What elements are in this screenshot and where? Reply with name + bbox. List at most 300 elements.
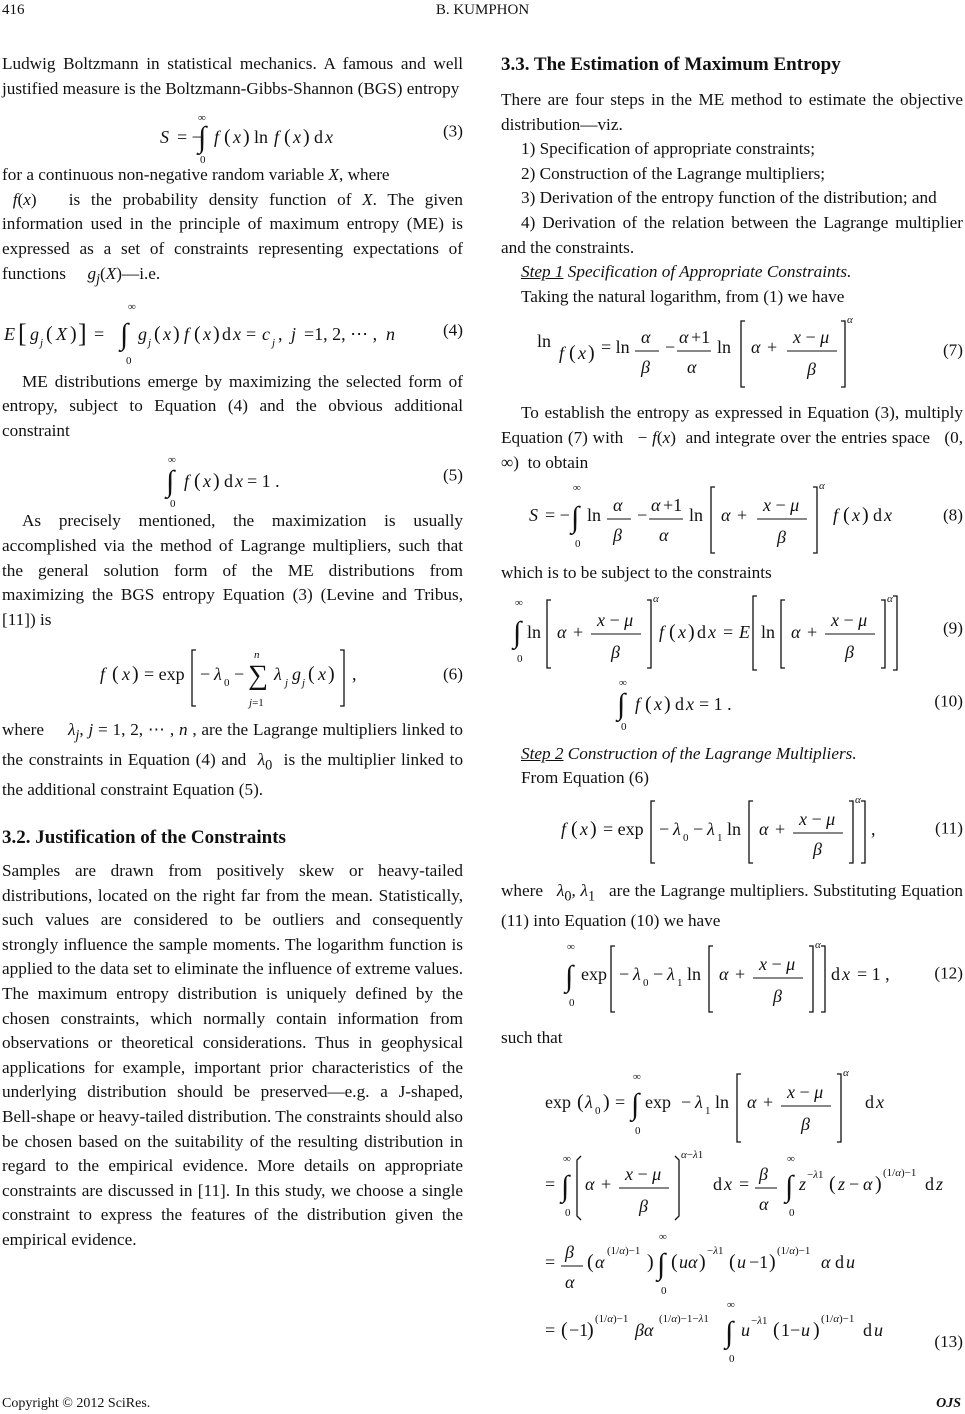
step-1-heading — [501, 260, 963, 285]
svg-text:j: j — [272, 336, 276, 349]
paragraph: where $\lambda_j$, j = 1, 2, ⋯ , n , are the Lagrange multipliers linked to the constraints in Equation (4) and $\lambda_0$ is the multiplier linked to the additional constraint Equation (5). — [2, 720, 464, 800]
svg-text:x: x — [708, 621, 716, 642]
svg-text:=: = — [545, 1320, 556, 1341]
svg-text:β: β — [813, 838, 822, 859]
equation-4 — [2, 292, 463, 370]
svg-text:−: − — [665, 337, 676, 358]
list-item: 1) Specification of appropriate constraints; — [521, 139, 816, 159]
svg-text:exp: exp — [545, 1092, 571, 1113]
svg-text:x − μ: x − μ — [625, 1164, 662, 1185]
svg-text:): ) — [587, 1319, 594, 1342]
math-gj: $g_j$ — [87, 263, 101, 287]
svg-text:x: x — [852, 505, 860, 526]
svg-text:0: 0 — [517, 652, 523, 665]
svg-text:0: 0 — [683, 831, 689, 844]
svg-text:α: α — [679, 327, 689, 348]
svg-text:λ: λ — [667, 963, 675, 984]
svg-text:+: + — [807, 621, 818, 642]
svg-text:= 1 .: = 1 . — [699, 693, 732, 714]
svg-text:(: ( — [577, 1091, 584, 1114]
equation-number: (5) — [442, 466, 463, 486]
svg-text:d: d — [222, 323, 231, 344]
svg-text:(: ( — [669, 620, 676, 643]
svg-text:λ: λ — [695, 1092, 703, 1113]
svg-text:β: β — [613, 525, 622, 546]
svg-text:∞: ∞ — [633, 1071, 641, 1084]
svg-text:α: α — [641, 327, 651, 348]
var-X: X — [328, 165, 339, 185]
svg-text:): ) — [603, 1091, 610, 1114]
svg-text:β: β — [807, 359, 816, 380]
svg-text:ln: ln — [717, 337, 732, 358]
svg-text:(: ( — [587, 1251, 594, 1274]
equation-number: (6) — [442, 665, 463, 685]
svg-text:ln: ln — [727, 818, 742, 839]
svg-text:x: x — [842, 963, 850, 984]
svg-text:f: f — [184, 471, 190, 492]
svg-text:d: d — [873, 505, 882, 526]
svg-text:1: 1 — [705, 1105, 711, 1118]
text-run: —i.e. — [122, 263, 161, 283]
svg-text:∫: ∫ — [513, 615, 522, 649]
math-lambda-j: $\lambda_j$ — [67, 720, 80, 744]
svg-text:β: β — [641, 357, 650, 378]
svg-text:d: d — [314, 127, 323, 148]
svg-text:x: x — [122, 664, 130, 685]
svg-text:−: − — [693, 818, 704, 839]
svg-text:x: x — [233, 323, 241, 344]
equation-8 — [501, 475, 963, 557]
svg-text:x − μ: x − μ — [787, 1082, 824, 1103]
math-minus-fx: − f(x) — [637, 427, 676, 447]
svg-text:(: ( — [112, 663, 119, 686]
svg-text:d: d — [697, 621, 706, 642]
svg-text:β: β — [801, 1114, 810, 1135]
svg-text:x: x — [203, 323, 211, 344]
svg-text:]: ] — [78, 318, 87, 348]
svg-text:λ: λ — [585, 1092, 593, 1113]
paragraph: where $\lambda_0$, $\lambda_1$ are the Lagrange multipliers. Substituting Equation (11) into Equation (10) we have — [501, 880, 964, 930]
svg-text:λ: λ — [707, 818, 715, 839]
svg-text:): ) — [328, 663, 335, 686]
svg-text:β: β — [777, 527, 786, 548]
svg-text:= 1 ,: = 1 , — [857, 963, 890, 984]
svg-text:= −: = − — [177, 127, 202, 148]
svg-text:λ: λ — [673, 818, 681, 839]
equation-number: (3) — [442, 121, 463, 141]
svg-text:x − μ: x − μ — [799, 808, 836, 829]
svg-text:α: α — [721, 505, 731, 526]
svg-text:x: x — [163, 323, 171, 344]
right-column — [501, 52, 964, 1366]
text-run: is the multiplier linked to the additional constraint Equation (5). — [2, 750, 464, 800]
svg-text:−λ1: −λ1 — [707, 1245, 724, 1258]
svg-text:c: c — [262, 323, 270, 344]
svg-text:α: α — [613, 495, 623, 516]
svg-text:∫: ∫ — [561, 1170, 570, 1204]
svg-text:): ) — [862, 504, 869, 527]
svg-text:1: 1 — [677, 976, 683, 989]
equation-10-formula — [501, 672, 941, 732]
svg-text:f: f — [214, 127, 220, 148]
svg-text:=: = — [615, 1092, 626, 1113]
svg-text:(1/α)−1: (1/α)−1 — [595, 1313, 629, 1326]
svg-text:∞: ∞ — [787, 1153, 795, 1166]
svg-text:0: 0 — [729, 1353, 735, 1366]
svg-text:(: ( — [194, 322, 201, 345]
equation-10 — [501, 672, 963, 732]
svg-text:ln: ln — [715, 1092, 730, 1113]
svg-text:α: α — [751, 337, 761, 358]
svg-text:,: , — [352, 664, 357, 685]
svg-text:E: E — [4, 323, 15, 344]
svg-text:x − μ: x − μ — [763, 495, 800, 516]
svg-text:): ) — [303, 126, 310, 149]
svg-text:d: d — [831, 963, 840, 984]
svg-text:,: , — [278, 323, 283, 344]
svg-text:j=1: j=1 — [249, 697, 264, 710]
svg-text:): ) — [688, 620, 695, 643]
svg-text:λ: λ — [214, 664, 222, 685]
svg-text:(: ( — [561, 1319, 568, 1342]
text-run: for a continuous non-negative random variable — [2, 165, 329, 185]
svg-text:= ln: = ln — [601, 337, 630, 358]
svg-text:u: u — [737, 1252, 746, 1273]
svg-text:ln: ln — [587, 505, 602, 526]
math-fx: f — [2, 189, 18, 209]
svg-text:∞: ∞ — [573, 482, 581, 495]
svg-text:∞: ∞ — [198, 112, 206, 125]
svg-text:∫: ∫ — [565, 959, 574, 993]
svg-text:d: d — [713, 1174, 722, 1195]
svg-text:x: x — [235, 471, 243, 492]
svg-text:f: f — [561, 818, 567, 839]
svg-text:α: α — [791, 621, 801, 642]
svg-text:α: α — [687, 357, 697, 378]
svg-text:∞: ∞ — [168, 454, 176, 467]
list-item: 3) Derivation of the entropy function of the distribution; and — [521, 188, 937, 208]
svg-text:−: − — [234, 664, 245, 685]
svg-text:(: ( — [154, 322, 161, 345]
svg-text:f: f — [100, 664, 106, 685]
svg-text:∞: ∞ — [659, 1231, 667, 1244]
equation-7-formula — [501, 309, 941, 393]
svg-text:1−: 1− — [781, 1320, 801, 1341]
svg-text:x: x — [293, 127, 301, 148]
svg-text:λ: λ — [633, 963, 641, 984]
equation-13-formula — [501, 1050, 944, 1366]
svg-text:x − μ: x − μ — [759, 953, 796, 974]
svg-text:α: α — [557, 621, 567, 642]
svg-text:β: β — [639, 1196, 648, 1217]
svg-text:): ) — [664, 692, 671, 715]
svg-text:= −: = − — [545, 505, 570, 526]
svg-text:[: [ — [18, 318, 27, 348]
paragraph: such that — [501, 1027, 563, 1047]
svg-text:d: d — [865, 1092, 874, 1113]
svg-text:ln: ln — [761, 621, 776, 642]
svg-text:): ) — [699, 1251, 706, 1274]
text-run: , where — [338, 165, 390, 185]
svg-text:): ) — [213, 322, 220, 345]
svg-text:X: X — [56, 323, 67, 344]
svg-text:x: x — [876, 1092, 884, 1113]
equation-7 — [501, 309, 963, 393]
svg-text:ln: ln — [527, 621, 542, 642]
svg-text:1: 1 — [717, 831, 723, 844]
svg-text:= 1 .: = 1 . — [247, 471, 280, 492]
svg-text:(: ( — [773, 1319, 780, 1342]
step-2-heading — [501, 742, 963, 767]
svg-text:= exp: = exp — [603, 818, 644, 839]
svg-text:α: α — [843, 1067, 849, 1080]
svg-text:d: d — [835, 1252, 844, 1273]
svg-text:−λ1: −λ1 — [751, 1315, 768, 1328]
step-label: Step 1 — [521, 262, 564, 282]
equation-9 — [501, 586, 963, 672]
svg-text:x: x — [578, 343, 586, 364]
equation-number: (13) — [934, 1331, 963, 1351]
svg-text:z: z — [838, 1174, 846, 1195]
svg-text:d: d — [925, 1174, 934, 1195]
step-label: Step 2 — [521, 743, 564, 763]
svg-text:x: x — [203, 471, 211, 492]
equation-12-formula — [501, 934, 941, 1014]
equation-11-formula — [501, 791, 941, 867]
svg-text:β: β — [565, 1242, 574, 1263]
equation-number: (11) — [935, 818, 963, 838]
svg-text:∫: ∫ — [631, 1088, 640, 1122]
svg-text:f: f — [559, 343, 565, 364]
equation-12 — [501, 934, 963, 1014]
svg-text:exp: exp — [581, 963, 607, 984]
svg-text:j: j — [302, 677, 306, 690]
svg-text:x: x — [580, 818, 588, 839]
svg-text:): ) — [243, 126, 250, 149]
svg-text:0: 0 — [200, 154, 206, 167]
svg-text:−1: −1 — [749, 1252, 769, 1273]
svg-text:α: α — [585, 1174, 595, 1195]
svg-text:S: S — [160, 127, 169, 148]
svg-text:−: − — [619, 963, 630, 984]
svg-text:n: n — [386, 323, 395, 344]
svg-text:uα: uα — [679, 1252, 698, 1273]
svg-text:f: f — [833, 505, 839, 526]
equation-6 — [2, 632, 463, 718]
svg-text:α−λ1: α−λ1 — [681, 1149, 704, 1162]
running-header — [0, 0, 965, 24]
svg-text:0: 0 — [224, 677, 230, 690]
svg-text:+1: +1 — [663, 495, 683, 516]
svg-text:β: β — [759, 1164, 768, 1185]
svg-text:∞: ∞ — [515, 596, 523, 609]
svg-text:+1: +1 — [691, 327, 711, 348]
svg-text:j: j — [291, 323, 297, 344]
text-run: . The given information used in the principle of maximum entropy (ME) is expressed as a set of constraints representing expectations of functions — [2, 189, 463, 283]
svg-text:−: − — [849, 1174, 860, 1195]
svg-text:0: 0 — [661, 1285, 667, 1298]
equation-13 — [501, 1050, 963, 1366]
svg-text:exp: exp — [645, 1092, 671, 1113]
svg-text:α: α — [759, 818, 769, 839]
svg-text:α: α — [847, 314, 853, 327]
math-interval: (0, ∞) — [501, 427, 963, 472]
text-run: to obtain — [527, 452, 589, 472]
svg-text:j: j — [148, 336, 152, 349]
paragraph: Samples are drawn from positively skew or heavy-tailed distributions, located on the right far from the mean. Statistically, such values are considered to be outliers and consequently strongly influence the sample moments. The logarithm function is applied to the data set to eliminate the influence of extreme values. The maximum entropy distribution is uniquely defined by the chosen constraints, which normally contain information from observations or theoretical considerations. Thus in geophysical applications for example, important prior characteristics of the underlying distribution should be preserved—e.g. a J-shaped, Bell-shape or heavy-tailed distribution. The constraints should also be chosen based on the suitability of the resulting distribution in regard to the empirical evidence. More details on appropriate constraints are discussed in [11]. In this study, we choose a single constraint to express the features of the distribution given the empirical evidence. — [2, 861, 463, 1249]
equation-number: (4) — [442, 320, 463, 340]
svg-text:+: + — [737, 505, 748, 526]
svg-text:0: 0 — [643, 976, 649, 989]
svg-text:g: g — [138, 323, 147, 344]
svg-text:λ: λ — [274, 664, 282, 685]
svg-text:(: ( — [569, 342, 576, 365]
paragraph: From Equation (6) — [521, 768, 649, 788]
journal-abbrev: OJS — [936, 1396, 961, 1411]
svg-text:α: α — [887, 592, 893, 605]
svg-text:u: u — [846, 1252, 855, 1273]
svg-text:0: 0 — [635, 1125, 641, 1138]
svg-text:−: − — [653, 963, 664, 984]
svg-text:=1, 2, ⋯ ,: =1, 2, ⋯ , — [304, 323, 378, 344]
svg-text:+: + — [775, 818, 786, 839]
svg-text:ln: ln — [687, 963, 702, 984]
svg-text:): ) — [588, 342, 595, 365]
text-run: and integrate over the entries space — [685, 427, 930, 447]
svg-text:(1/α)−1: (1/α)−1 — [777, 1245, 811, 1258]
svg-text:α: α — [759, 1194, 769, 1215]
svg-text:ln: ln — [254, 127, 269, 148]
equation-6-formula — [2, 632, 442, 718]
svg-text:0: 0 — [170, 498, 176, 511]
svg-text:0: 0 — [565, 1207, 571, 1220]
svg-text:∑: ∑ — [248, 660, 268, 692]
var-X: X — [362, 189, 373, 209]
svg-text:−1: −1 — [569, 1320, 589, 1341]
text-run: is the probability density function of — [58, 189, 363, 209]
paragraph: which is to be subject to the constraints — [501, 563, 772, 583]
svg-text:(1/α)−1−λ1: (1/α)−1−λ1 — [659, 1313, 709, 1326]
svg-text:0: 0 — [126, 354, 132, 367]
svg-text:∫: ∫ — [617, 687, 626, 721]
svg-text:E: E — [739, 621, 750, 642]
running-author: B. KUMPHON — [435, 2, 530, 18]
svg-text:x: x — [233, 127, 241, 148]
text-run: are the Lagrange multipliers. Substituting Equation (11) into Equation (10) we have — [501, 880, 964, 930]
svg-text:0: 0 — [569, 996, 575, 1009]
svg-text:(: ( — [829, 1173, 836, 1196]
svg-text:g: g — [292, 664, 301, 685]
svg-text:β: β — [773, 985, 782, 1006]
svg-text:α: α — [595, 1252, 605, 1273]
equation-3-formula — [2, 101, 442, 167]
step-title: Specification of Appropriate Constraints. — [563, 262, 852, 282]
section-heading: 3.3. The Estimation of Maximum Entropy — [501, 54, 841, 75]
svg-text:x − μ: x − μ — [793, 327, 830, 348]
svg-text:x: x — [686, 693, 694, 714]
equation-number: (10) — [934, 691, 963, 711]
svg-text:): ) — [213, 470, 220, 493]
svg-text:f: f — [274, 127, 280, 148]
svg-text:d: d — [224, 471, 233, 492]
svg-text:(1/α)−1: (1/α)−1 — [821, 1313, 855, 1326]
equation-number: (7) — [942, 341, 963, 361]
svg-text:α: α — [653, 592, 659, 605]
equation-3 — [2, 101, 463, 167]
svg-text:): ) — [813, 1319, 820, 1342]
svg-text:−λ1: −λ1 — [807, 1169, 824, 1182]
svg-text:∫: ∫ — [785, 1170, 794, 1204]
svg-text:α: α — [863, 1174, 873, 1195]
svg-text:): ) — [647, 1251, 654, 1274]
svg-text:0: 0 — [789, 1207, 795, 1220]
svg-text:+: + — [763, 1092, 774, 1113]
svg-text:): ) — [769, 1251, 776, 1274]
svg-text:S: S — [529, 505, 538, 526]
svg-text:∞: ∞ — [563, 1153, 571, 1166]
equation-number: (12) — [934, 963, 963, 983]
left-column — [2, 52, 463, 1253]
svg-text:f: f — [184, 323, 190, 344]
svg-text:x: x — [884, 505, 892, 526]
svg-text:,: , — [871, 818, 876, 839]
svg-text:α: α — [651, 495, 661, 516]
svg-text:α: α — [747, 1092, 757, 1113]
svg-text:0: 0 — [575, 538, 581, 551]
svg-text:∞: ∞ — [727, 1299, 735, 1312]
svg-text:(1/α)−1: (1/α)−1 — [883, 1167, 917, 1180]
list-item: 2) Construction of the Lagrange multipliers; — [521, 163, 826, 183]
page-number: 416 — [2, 2, 25, 18]
equation-number: (8) — [942, 505, 963, 525]
svg-text:α: α — [565, 1272, 575, 1293]
svg-text:ln: ln — [537, 331, 552, 352]
svg-text:(: ( — [843, 504, 850, 527]
equation-5 — [2, 443, 463, 509]
svg-text:d: d — [863, 1320, 872, 1341]
svg-text:x: x — [654, 693, 662, 714]
svg-text:∫: ∫ — [120, 317, 129, 351]
svg-text:x − μ: x − μ — [597, 609, 634, 630]
svg-text:): ) — [70, 322, 77, 345]
svg-text:=: = — [739, 1174, 750, 1195]
paragraph: As precisely mentioned, the maximization is usually accomplished via the method of Lagrange multipliers, such that the general solution form of the ME distributions from maximizing the BGS entropy Equation (3) (Levine and Tribus, [11]) is — [2, 511, 463, 629]
text-run: where — [2, 720, 44, 740]
equation-11 — [501, 791, 963, 867]
svg-text:j: j — [285, 677, 289, 690]
equation-number: (9) — [942, 618, 963, 638]
svg-text:g: g — [30, 323, 39, 344]
svg-text:(: ( — [671, 1251, 678, 1274]
svg-text:x − μ: x − μ — [831, 609, 868, 630]
svg-text:u: u — [801, 1320, 810, 1341]
svg-text:=: = — [545, 1174, 556, 1195]
svg-text:(: ( — [284, 126, 291, 149]
svg-text:f: f — [635, 693, 641, 714]
svg-text:(: ( — [224, 126, 231, 149]
svg-text:): ) — [173, 322, 180, 345]
svg-text:−: − — [681, 1092, 692, 1113]
svg-text:u: u — [741, 1320, 750, 1341]
svg-text:x: x — [325, 127, 333, 148]
svg-text:x: x — [678, 621, 686, 642]
svg-text:α: α — [815, 938, 821, 951]
svg-text:(: ( — [308, 663, 315, 686]
svg-text:(: ( — [194, 470, 201, 493]
equation-5-formula — [2, 443, 442, 509]
math-lambda-01: λ — [556, 880, 565, 900]
paragraph: ME distributions emerge by maximizing the selected form of entropy, subject to Equation (4) and the obvious additional constraint — [2, 371, 463, 440]
